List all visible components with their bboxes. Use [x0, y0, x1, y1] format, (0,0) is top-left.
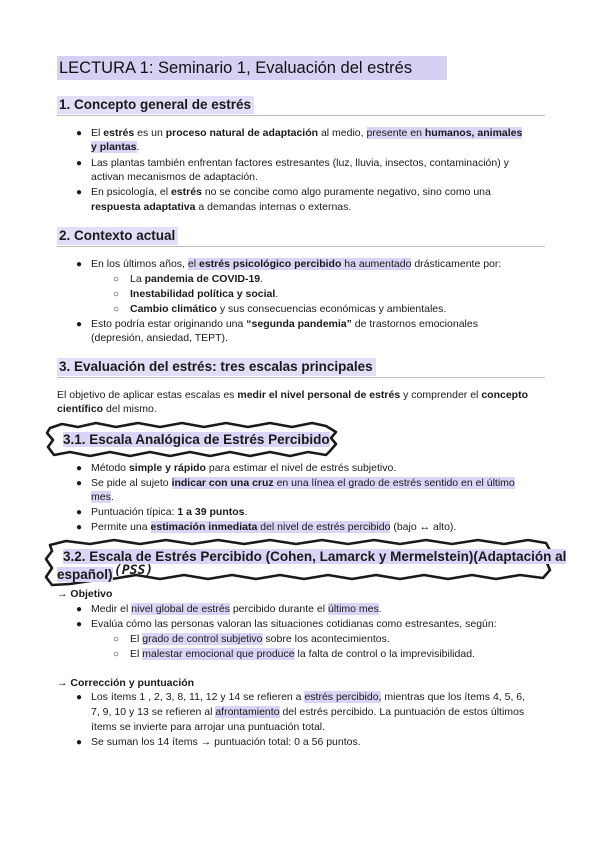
s31-bullet-2-cont: mes. [91, 491, 114, 503]
bullet: ● [76, 259, 83, 270]
bullet: ● [76, 158, 83, 169]
sub-bullet: ○ [113, 289, 120, 300]
sub-bullet: ○ [113, 649, 120, 660]
objetivo-label: → Objetivo [57, 588, 113, 600]
s2-bullet-1: En los últimos años, el estrés psicológico percibido ha aumentado drásticamente por: [91, 258, 502, 270]
section-3-2-heading-cont: español) [57, 567, 113, 582]
sub-bullet: ○ [113, 634, 120, 645]
bullet: ● [76, 692, 83, 703]
sub-bullet: ○ [113, 274, 120, 285]
section-3-1-heading: 3.1. Escala Analógica de Estrés Percibido [63, 432, 330, 447]
s2-sub-1: La pandemia de COVID-19. [130, 273, 264, 285]
s3-intro-cont: científico del mismo. [57, 403, 157, 415]
s32-sub-2: El malestar emocional que produce la falta de control o la imprevisibilidad. [130, 648, 475, 660]
s2-bullet-2: Esto podría estar originando una “segunda pandemia” de trastornos emocionales [91, 318, 478, 330]
bullet: ● [76, 522, 83, 533]
s31-bullet-1: Método simple y rápido para estimar el nivel de estrés subjetivo. [91, 462, 397, 474]
bullet: ● [76, 737, 83, 748]
s2-sub-2: Inestabilidad política y social. [130, 288, 279, 300]
page-title: LECTURA 1: Seminario 1, Evaluación del estrés [57, 56, 447, 80]
handwritten-annotation: (PSS) [114, 563, 154, 578]
s32-bullet-3-cont2: ítems se invierte para arrojar una puntuación total. [91, 721, 326, 733]
section-3-2-heading: 3.2. Escala de Estrés Percibido (Cohen, Lamarck y Mermelstein)(Adaptación al [63, 549, 567, 564]
section-1-heading: 1. Concepto general de estrés [57, 96, 254, 114]
s1-bullet-1-cont: y plantas. [91, 141, 140, 153]
s32-bullet-4: Se suman los 14 ítems → puntuación total: 0 a 56 puntos. [91, 736, 361, 748]
s32-bullet-2: Evalúa cómo las personas valoran las situaciones cotidianas como estresantes, según: [91, 618, 497, 630]
s31-bullet-3: Puntuación típica: 1 a 39 puntos. [91, 506, 248, 518]
s32-sub-1: El grado de control subjetivo sobre los acontecimientos. [130, 633, 390, 645]
correccion-label: → Corrección y puntuación [57, 677, 195, 689]
bullet: ● [76, 507, 83, 518]
bullet: ● [76, 187, 83, 198]
s3-intro: El objetivo de aplicar estas escalas es medir el nivel personal de estrés y comprender el concepto [57, 389, 528, 401]
bullet: ● [76, 319, 83, 330]
bullet: ● [76, 619, 83, 630]
sub-bullet: ○ [113, 304, 120, 315]
bullet: ● [76, 478, 83, 489]
s1-bullet-3-cont: respuesta adaptativa a demandas internas o externas. [91, 201, 352, 213]
bullet: ● [76, 604, 83, 615]
s32-bullet-1: Medir el nivel global de estrés percibido durante el último mes. [91, 603, 382, 615]
s1-bullet-2: Las plantas también enfrentan factores estresantes (luz, lluvia, insectos, contaminación) y [91, 157, 509, 169]
s1-bullet-1: El estrés es un proceso natural de adaptación al medio, presente en humanos, animales [91, 127, 523, 139]
bullet: ● [76, 128, 83, 139]
bullet: ● [76, 463, 83, 474]
s1-bullet-3: En psicología, el estrés no se concibe como algo puramente negativo, sino como una [91, 186, 491, 198]
s2-bullet-2-cont: (depresión, ansiedad, TEPT). [91, 332, 228, 344]
s1-bullet-2-cont: activan mecanismos de adaptación. [91, 171, 258, 183]
section-2-heading: 2. Contexto actual [57, 227, 178, 245]
s2-sub-3: Cambio climático y sus consecuencias económicas y ambientales. [130, 303, 447, 315]
s31-bullet-2: Se pide al sujeto indicar con una cruz en una línea el grado de estrés sentido en el último [91, 477, 515, 489]
s32-bullet-3: Los ítems 1 , 2, 3, 8, 11, 12 y 14 se refieren a estrés percibido, mientras que los ítems 4, 5, 6, [91, 691, 526, 703]
s32-bullet-3-cont: 7, 9, 10 y 13 se refieren al afrontamiento del estrés percibido. La puntuación de estos últimos [91, 706, 525, 718]
s31-bullet-4: Permite una estimación inmediata del nivel de estrés percibido (bajo ↔ alto). [91, 521, 457, 533]
section-3-heading: 3. Evaluación del estrés: tres escalas principales [57, 358, 376, 376]
